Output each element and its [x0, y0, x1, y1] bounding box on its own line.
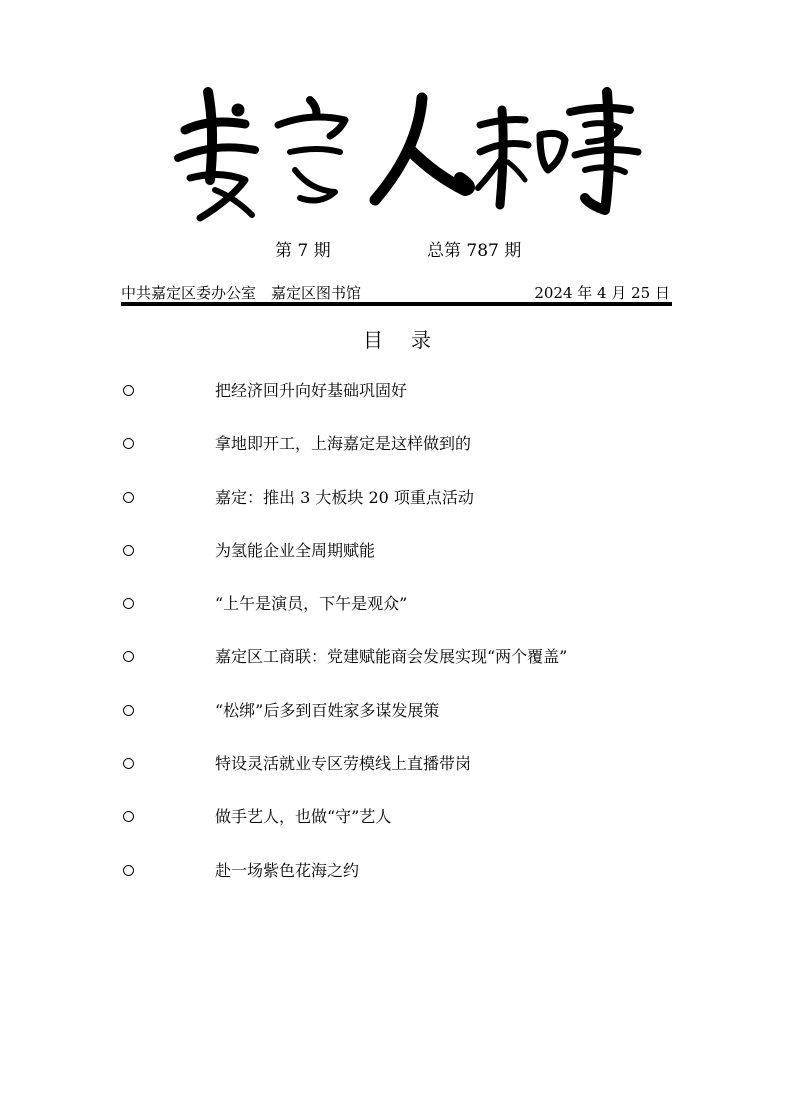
publisher-name: 中共嘉定区委办公室 嘉定区图书馆: [121, 284, 362, 302]
toc-item[interactable]: [121, 431, 681, 484]
toc-item[interactable]: [121, 378, 681, 431]
circle-bullet-icon: [123, 811, 134, 822]
toc-item[interactable]: [121, 858, 681, 911]
toc-item[interactable]: [121, 644, 681, 697]
issue-line: [0, 236, 794, 262]
toc-item[interactable]: [121, 751, 681, 804]
toc-item[interactable]: [121, 538, 681, 591]
toc-item-text[interactable]: “上午是演员，下午是观众”: [215, 594, 408, 614]
header-divider: [121, 302, 672, 306]
toc-list: [121, 378, 681, 911]
circle-bullet-icon: [123, 758, 134, 769]
publisher-line: [121, 282, 672, 304]
toc-item-text[interactable]: 拿地即开工，上海嘉定是这样做到的: [215, 434, 472, 454]
circle-bullet-icon: [123, 438, 134, 449]
calligraphy-title-logo: [160, 80, 650, 230]
toc-item-text[interactable]: 做手艺人，也做“守”艺人: [215, 807, 392, 827]
toc-item-text[interactable]: 赴一场紫色花海之约: [215, 860, 360, 880]
toc-item[interactable]: [121, 485, 681, 538]
publication-date: 2024 年 4 月 25 日: [534, 284, 670, 302]
toc-item-text[interactable]: 嘉定：推出 3 大板块 20 项重点活动: [215, 487, 474, 507]
circle-bullet-icon: [123, 651, 134, 662]
circle-bullet-icon: [123, 598, 134, 609]
toc-item[interactable]: [121, 698, 681, 751]
circle-bullet-icon: [123, 705, 134, 716]
toc-item-text[interactable]: “松绑”后多到百姓家多谋发展策: [215, 700, 440, 720]
issue-number: 第 7 期: [275, 241, 331, 261]
circle-bullet-icon: [123, 385, 134, 396]
toc-item-text[interactable]: 把经济回升向好基础巩固好: [215, 381, 408, 400]
toc-item-text[interactable]: 特设灵活就业专区劳模线上直播带岗: [215, 754, 472, 774]
toc-item-text[interactable]: 嘉定区工商联：党建赋能商会发展实现“两个覆盖”: [215, 647, 568, 667]
circle-bullet-icon: [123, 865, 134, 876]
toc-title: 目录: [363, 328, 459, 352]
toc-item[interactable]: [121, 591, 681, 644]
issue-total-number: 总第 787 期: [427, 241, 522, 261]
masthead-logo: [160, 80, 650, 230]
circle-bullet-icon: [123, 545, 134, 556]
toc-item[interactable]: [121, 804, 681, 857]
circle-bullet-icon: [123, 492, 134, 503]
toc-item-text[interactable]: 为氢能企业全周期赋能: [215, 540, 376, 560]
